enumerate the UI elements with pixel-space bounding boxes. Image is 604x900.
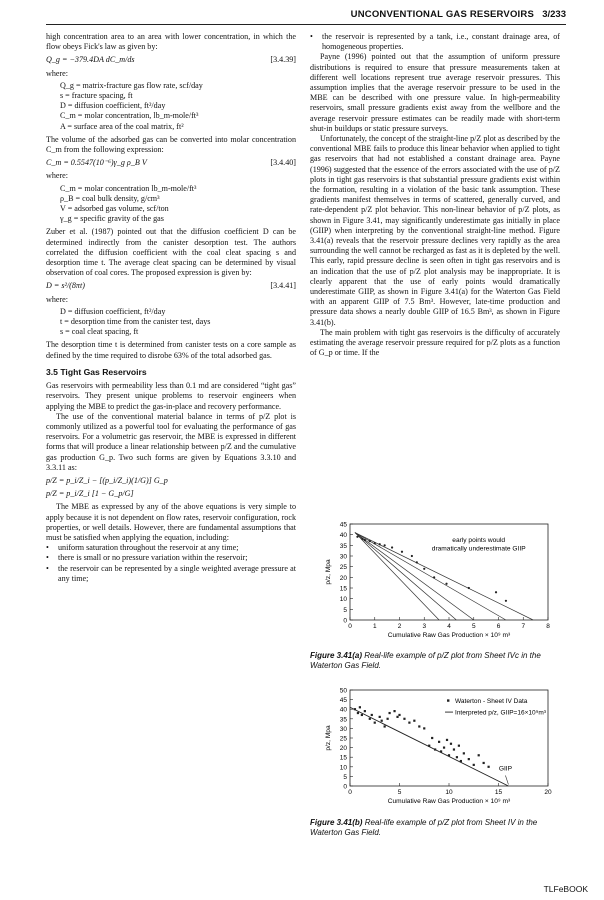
y-tick-label: 15 (339, 754, 347, 762)
left-column (46, 32, 296, 584)
data-point (374, 722, 376, 724)
definitions-list (60, 81, 296, 132)
y-tick-label: 35 (339, 542, 347, 550)
data-point (423, 568, 425, 570)
definition: s = fracture spacing, ft (60, 91, 133, 101)
data-point (483, 762, 485, 764)
data-point (478, 754, 480, 756)
where-label: where: (46, 294, 69, 304)
data-point (391, 546, 393, 548)
annotation-arrow (505, 775, 508, 784)
y-tick-label: 50 (339, 687, 347, 695)
y-tick-label: 45 (339, 697, 347, 705)
running-title: UNCONVENTIONAL GAS RESERVOIRS (350, 9, 534, 20)
data-point (495, 591, 497, 593)
data-point (384, 544, 386, 546)
definition: ρ_B = coal bulk density, g/cm³ (60, 193, 160, 203)
data-point (408, 722, 410, 724)
x-tick-label: 8 (546, 623, 550, 630)
bullet-icon: • (46, 553, 49, 563)
data-point (413, 720, 415, 722)
x-tick-label: 7 (521, 623, 526, 630)
paragraph: Gas reservoirs with permeability less than 0.1 md are considered “tight gas” reservoirs. They present unique problems to reservoir engineers when applying the MBE to predict the gas-in-place and recovery performance. (46, 381, 296, 411)
paragraph: The use of the conventional material balance in terms of p/Z plot is commonly utilized as a powerful tool for evaluating the performance of gas reservoirs. For a volumetric gas reservoir, the MBE is expressed in different forms that will produce a linear relationship between p/Z and the cumulative gas production G_p. Two such forms are given by Equations 3.3.10 and 3.3.11 as: (46, 411, 296, 472)
list-item (46, 553, 296, 563)
equation-body: D = s²/(8πt) (46, 281, 85, 291)
y-tick-label: 5 (343, 606, 347, 614)
definition: s = coal cleat spacing, ft (60, 327, 139, 337)
data-point (433, 576, 435, 578)
y-tick-label: 35 (339, 716, 347, 724)
definition: Q_g = matrix-fracture gas flow rate, scf/day (60, 80, 203, 90)
equation-pz-1 (46, 476, 296, 486)
list-item-text: uniform saturation throughout the reservoir at any time; (58, 543, 239, 553)
list-item-text: the reservoir is represented by a tank, i.e., constant drainage area, of homogeneous properties. (322, 32, 560, 52)
x-tick-label: 5 (397, 789, 402, 796)
paragraph: The volume of the adsorbed gas can be converted into molar concentration C_m from the following expression: (46, 134, 296, 155)
data-point (440, 750, 442, 752)
annotation-text: GIIP (498, 765, 513, 773)
bullet-icon: • (46, 563, 49, 573)
equation-number: [3.4.40] (270, 158, 296, 168)
data-point (361, 714, 363, 716)
equation-pz-2 (46, 489, 296, 499)
right-column (310, 32, 560, 359)
data-point (418, 725, 420, 727)
chart-figure-3-41a (310, 520, 560, 650)
data-point (431, 737, 433, 739)
y-axis-label: p/z, Mpa (325, 559, 332, 585)
data-point (393, 710, 395, 712)
y-tick-label: 20 (339, 574, 347, 582)
data-point (453, 748, 455, 750)
data-point (359, 706, 361, 708)
data-point (396, 716, 398, 718)
header-rule (46, 24, 566, 25)
x-tick-label: 1 (372, 623, 377, 630)
data-point (387, 718, 389, 720)
data-point (384, 725, 386, 727)
x-tick-label: 15 (494, 789, 503, 796)
y-tick-label: 40 (339, 532, 347, 540)
y-tick-label: 0 (343, 617, 347, 625)
running-header (0, 0, 604, 30)
equation-number: [3.4.39] (270, 55, 296, 65)
definition: D = diffusion coefficient, ft²/day (60, 306, 166, 316)
y-tick-label: 25 (339, 735, 347, 743)
data-point (456, 756, 458, 758)
equation-body: C_m = 0.5547(10⁻⁶)γ_g ρ_B V (46, 158, 147, 168)
data-point (468, 758, 470, 760)
annotation-text: early points would (452, 537, 506, 545)
definitions-list (60, 184, 296, 225)
data-point (488, 766, 490, 768)
bullet-icon: • (310, 32, 313, 41)
y-axis-label: p/z, Mpa (325, 725, 332, 751)
y-tick-label: 30 (339, 725, 347, 733)
data-point (369, 718, 371, 720)
equation-body: p/Z = p_i/Z_i − [(p_i/Z_i)(1/G)] G_p (46, 475, 168, 485)
y-tick-label: 25 (339, 564, 347, 572)
equation-3-4-39 (46, 55, 296, 65)
figure-caption-text: Real-life example of p/Z plot from Sheet IV in the Waterton Gas Field. (310, 818, 538, 837)
page-number: 3/233 (542, 9, 566, 20)
bullet-icon: • (46, 543, 49, 553)
definition: D = diffusion coefficient, ft²/day (60, 101, 166, 111)
data-point (473, 764, 475, 766)
x-tick-label: 0 (348, 623, 352, 630)
paragraph: The main problem with tight gas reservoirs is the difficulty of accurately estimating the average reservoir pressure required for p/Z plots as a function of G_p or time. If the (310, 327, 560, 358)
definition: t = desorption time from the canister test, days (60, 317, 211, 327)
legend-marker (447, 699, 449, 701)
equation-body: Q_g = −379.4DA dC_m/ds (46, 55, 135, 65)
x-tick-label: 20 (544, 789, 552, 796)
definition: A = surface area of the coal matrix, ft² (60, 121, 184, 131)
data-point (423, 727, 425, 729)
data-point (450, 743, 452, 745)
data-point (434, 748, 436, 750)
paragraph: The desorption time t is determined from canister tests on a core sample as defined by the time required to disrobe 63% of the total adsorbed gas. (46, 340, 296, 360)
data-point (364, 539, 366, 541)
figure-caption (310, 818, 560, 838)
data-point (369, 540, 371, 542)
paragraph: Unfortunately, the concept of the straight-line p/Z plot as described by the conventional MBE fails to produce this linear behavior when applied to tight gas reservoirs that had not established a constant drainage area. Payne (1996) suggested that the essence of the errors associated with the use of p/Z plots in tight gas reservoirs is that substantial pressure gradients exist within the formation, resulting in a violation of the basic tank assumption. These gradients manifest themselves in terms of scattered, generally curved, and rate-dependent p/Z plot behavior. This non-linear behavior of p/Z plots, as shown in Figure 3.41, may significantly underestimate gas initially in place (GIIP) when interpreting by the conventional straight-line method. Figure 3.41(a) reveals that the reservoir pressure declines very rapidly as the area surrounding the well cannot be recharged as fast as it is depleted by the well. This early, rapid pressure decline is seen often in tight gas reservoirs and is an indication that the use of p/Z plot analysis may be inappropriate. It is clearly apparent that the use of early points would dramatically underestimate GIIP, as shown in Figure 3.41(a) for the Waterton Gas Field with an apparent GIIP of 7.5 Bm³. However, late-time production and pressure data shows a nearly double GIIP of 16.5 Bm³, as shown in Figure 3.41(b). (310, 134, 560, 327)
y-tick-label: 5 (343, 773, 347, 781)
definitions-list (60, 307, 296, 338)
data-point (411, 555, 413, 557)
data-point (356, 536, 358, 538)
x-tick-label: 10 (445, 789, 453, 796)
data-point (446, 739, 448, 741)
list-item (46, 564, 296, 584)
figure-label: Figure 3.41(a) (310, 651, 363, 660)
data-point (463, 752, 465, 754)
data-point (416, 561, 418, 563)
figure-label: Figure 3.41(b) (310, 818, 363, 827)
x-tick-label: 0 (348, 789, 352, 796)
data-point (379, 543, 381, 545)
paragraph: The MBE as expressed by any of the above equations is very simple to apply because it is not dependent on flow rates, reservoir configuration, rock properties, or well details. However, there are fundamental assumptions that must be satisfied when applying the equation, including: (46, 502, 296, 542)
data-point (357, 712, 359, 714)
list-item (46, 543, 296, 553)
data-point (354, 708, 356, 710)
data-point (403, 718, 405, 720)
data-point (505, 600, 507, 602)
y-tick-label: 10 (339, 596, 347, 604)
data-point (460, 760, 462, 762)
y-tick-label: 30 (339, 553, 347, 561)
y-tick-label: 0 (343, 783, 347, 791)
paragraph: high concentration area to an area with lower concentration, in which the flow obeys Fick's law as given by: (46, 32, 296, 52)
definition: C_m = molar concentration, lb_m-mole/ft³ (60, 111, 199, 121)
equation-3-4-41 (46, 281, 296, 291)
equation-3-4-40 (46, 158, 296, 168)
plot-frame (350, 524, 548, 620)
data-point (448, 754, 450, 756)
trend-line (355, 533, 439, 620)
x-axis-label: Cumulative Raw Gas Production × 10⁹ m³ (387, 798, 511, 805)
data-point (389, 712, 391, 714)
data-point (438, 741, 440, 743)
data-point (361, 538, 363, 540)
x-tick-label: 2 (397, 623, 402, 630)
equation-body: p/Z = p_i/Z_i [1 − G_p/G] (46, 489, 134, 499)
y-tick-label: 15 (339, 585, 347, 593)
equation-number: [3.4.41] (270, 281, 296, 291)
data-point (398, 714, 400, 716)
data-point (445, 583, 447, 585)
figure-caption-text: Real-life example of p/Z plot from Sheet IVc in the Waterton Gas Field. (310, 651, 541, 670)
data-point (379, 716, 381, 718)
paragraph: Zuber et al. (1987) pointed out that the diffusion coefficient D can be determined indirectly from the canister desorption test. The authors correlated the diffusion coefficient with the coal cleat spacing s and desorption time t. The average cleat spacing can be determined by visual observation of coal cores. The proposed expression is given by: (46, 227, 296, 278)
list-item-text: the reservoir can be represented by a single weighted average pressure at any time; (58, 563, 296, 583)
data-point (381, 720, 383, 722)
definition: V = adsorbed gas volume, scf/ton (60, 204, 169, 214)
footer-watermark: TLFeBOOK (543, 884, 588, 894)
data-point (374, 542, 376, 544)
data-point (364, 710, 366, 712)
x-tick-label: 4 (447, 623, 451, 630)
data-point (371, 714, 373, 716)
chart-figure-3-41b (310, 686, 560, 816)
data-point (443, 747, 445, 749)
y-tick-label: 40 (339, 706, 347, 714)
y-tick-label: 45 (339, 521, 347, 529)
paragraph: Payne (1996) pointed out that the assumption of uniform pressure distributions is required to ensure that pressure measurements taken at different well locations represent true average reservoir pressures. This assumption implies that the average reservoir pressure to be used in the MBE can be described with one pressure value. In high-permeability reservoirs, small pressure gradients exist away from the wellbore and the average reservoir pressure estimates can be readily made with short-term shut-in buildups or static pressure surveys. (310, 52, 560, 133)
definition: C_m = molar concentration lb_m-mole/ft³ (60, 183, 197, 193)
legend-label: Waterton - Sheet IV Data (455, 697, 528, 705)
x-tick-label: 5 (471, 623, 476, 630)
section-heading: 3.5 Tight Gas Reservoirs (46, 366, 147, 377)
list-item-text: there is small or no pressure variation within the reservoir; (58, 553, 248, 563)
data-point (401, 551, 403, 553)
where-label: where: (46, 171, 69, 181)
legend-label: Interpreted p/z, GIIP=16×10⁹m³ (455, 709, 546, 717)
data-point (458, 745, 460, 747)
data-point (468, 587, 470, 589)
y-tick-label: 20 (339, 745, 347, 753)
y-tick-label: 10 (339, 764, 347, 772)
x-tick-label: 3 (422, 623, 427, 630)
where-label: where: (46, 68, 69, 78)
figure-caption (310, 651, 560, 671)
definition: γ_g = specific gravity of the gas (60, 214, 164, 224)
annotation-text: dramatically underestimate GIIP (431, 545, 526, 553)
list-item (310, 32, 560, 52)
x-tick-label: 6 (496, 623, 501, 630)
data-point (428, 745, 430, 747)
x-axis-label: Cumulative Raw Gas Production × 10⁹ m³ (387, 632, 511, 639)
